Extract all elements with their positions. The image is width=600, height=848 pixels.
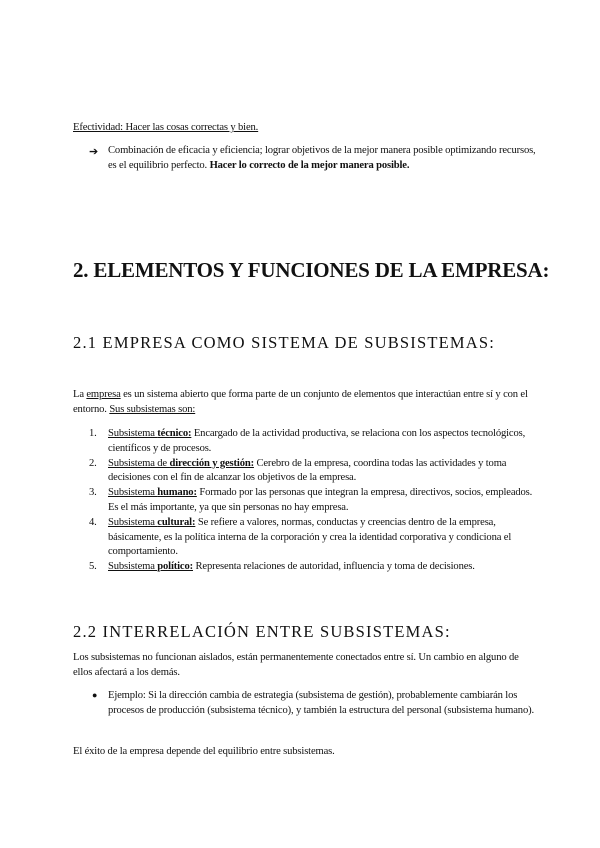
subsystem-prefix: Subsistema: [108, 428, 158, 439]
list-item: [89, 427, 541, 457]
subsystem-name: dirección y gestión:: [169, 457, 254, 469]
list-number: 2.: [89, 457, 97, 469]
intro-mid: es un sistema abierto que forma parte de un conjunto de elementos que interactúan entre sí y con el entorno.: [73, 389, 528, 415]
example-paragraph: Ejemplo: Si la dirección cambia de estrategia (subsistema de gestión), probablemente cambiarán los procesos de producción (subsistema técnico), y también la estructura del personal (subsistema humano).: [108, 690, 534, 716]
subsystem-desc: Encargado de la actividad productiva, se relaciona con los aspectos tecnológicos, científicos y de procesos.: [108, 428, 526, 454]
subsystem-name: humano:: [157, 487, 197, 499]
subsystem-prefix: Subsistema: [108, 561, 158, 573]
subsystem-name: político:: [157, 561, 193, 573]
subsystem-prefix: Subsistema de: [108, 457, 170, 469]
list-number: 3.: [89, 487, 97, 499]
empresa-link: empresa: [86, 389, 121, 400]
subsystem-name: técnico:: [157, 428, 192, 439]
list-number: 4.: [89, 516, 97, 528]
list-item: [89, 486, 541, 516]
intro-tail: Sus subsistemas son:: [109, 403, 196, 415]
list-number: 5.: [89, 561, 97, 573]
list-item: [89, 457, 541, 487]
subsystem-desc: Formado por las personas que integran la empresa, directivos, socios, empleados. Es el más importante, ya que sin personas no hay empresa.: [108, 487, 533, 513]
list-item: [89, 560, 541, 575]
intro-pre: La: [73, 389, 87, 400]
subsystem-desc: Cerebro de la empresa, coordina todas las actividades y toma decisiones con el fin de alcanzar los objetivos de la empresa.: [108, 457, 507, 484]
section-2-1-heading: 2.1 EMPRESA COMO SISTEMA DE SUBSISTEMAS:: [73, 333, 496, 352]
efectividad-body: [108, 144, 538, 174]
list-number: 1.: [89, 428, 97, 439]
subsystems-list: [89, 427, 541, 575]
efectividad-text: Combinación de eficacia y eficiencia; lograr objetivos de la mejor manera posible optimizando recursos, es el equilibrio perfecto.: [108, 145, 536, 171]
section-2-2-heading: 2.2 INTERRELACIÓN ENTRE SUBSISTEMAS:: [73, 622, 451, 641]
list-item: [89, 516, 541, 560]
section-2-heading: 2. ELEMENTOS Y FUNCIONES DE LA EMPRESA:: [73, 258, 550, 282]
subsystem-name: cultural:: [157, 516, 196, 528]
intro-paragraph: [73, 388, 533, 418]
arrow-bullet-icon: ➔: [89, 146, 99, 158]
subsystem-prefix: Subsistema: [108, 516, 158, 528]
bullet-icon: ●: [92, 690, 98, 700]
efectividad-bold-text: Hacer lo correcto de la mejor manera posible.: [209, 159, 410, 171]
closing-paragraph: El éxito de la empresa depende del equilibrio entre subsistemas.: [73, 746, 335, 757]
efectividad-title: Efectividad: Hacer las cosas correctas y bien.: [73, 122, 259, 133]
subsystem-prefix: Subsistema: [108, 487, 158, 499]
subsystem-desc: Se refiere a valores, normas, conductas y creencias dentro de la empresa, básicamente, es la política interna de la corporación y crea la identidad corporativa y condiciona el comportamiento.: [108, 516, 512, 558]
subsystem-desc: Representa relaciones de autoridad, influencia y toma de decisiones.: [193, 561, 475, 573]
interrelation-paragraph: Los subsistemas no funcionan aislados, están permanentemente conectados entre sí. Un cambio en alguno de ellos afectará a los demás.: [73, 652, 519, 678]
